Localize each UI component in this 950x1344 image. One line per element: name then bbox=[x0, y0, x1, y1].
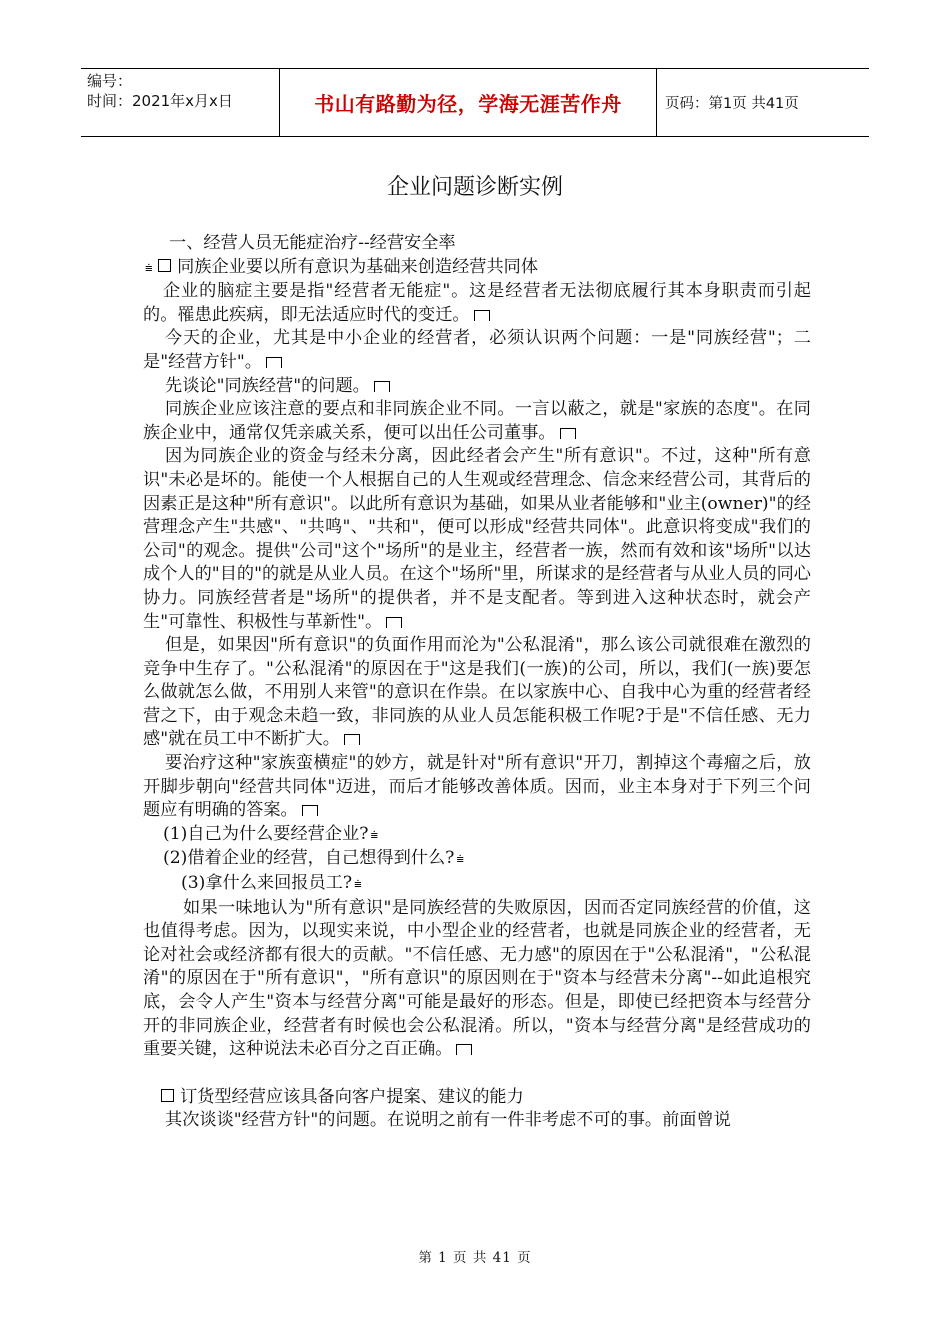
checkbox-icon bbox=[161, 1089, 174, 1102]
return-mark-icon bbox=[456, 1044, 472, 1055]
paragraph-mark-icon: ⩧ bbox=[456, 852, 464, 868]
return-mark-icon bbox=[386, 617, 402, 628]
paragraph-mark-icon: ⩧ bbox=[370, 827, 379, 843]
return-mark-icon bbox=[560, 428, 576, 439]
paragraph-mark-icon: ⩧ bbox=[145, 260, 153, 276]
return-mark-icon bbox=[344, 734, 360, 745]
return-mark-icon bbox=[266, 357, 282, 368]
page-footer: 第 1 页 共 41 页 bbox=[418, 1250, 532, 1266]
subheading: ⩧ 同族企业要以所有意识为基础来创造经营共同体 bbox=[145, 256, 539, 277]
paragraph-mark-icon: ⩧ bbox=[354, 877, 362, 893]
checkbox-icon bbox=[158, 259, 171, 272]
paragraph: 今天的企业，尤其是中小企业的经营者，必须认识两个问题：一是"同族经营"；二是"经营方针"。 bbox=[143, 328, 811, 372]
list-item: (1)自己为什么要经营企业? ⩧ bbox=[163, 823, 379, 844]
list-item: (3)拿什么来回报员工? ⩧ bbox=[181, 873, 362, 894]
subheading: 订货型经营应该具备向客户提案、建议的能力 bbox=[143, 1086, 811, 1110]
document-title: 企业问题诊断实例 bbox=[386, 175, 563, 200]
header-page-info: 页码：第1页 共41页 bbox=[665, 96, 799, 112]
paragraph: 其次谈谈"经营方针"的问题。在说明之前有一件非考虑不可的事。前面曾说 bbox=[165, 1110, 731, 1131]
paragraph: 同族企业应该注意的要点和非同族企业不同。一言以蔽之，就是"家族的态度"。在同族企业中，通常仅凭亲戚关系，便可以出任公司董事。 bbox=[143, 399, 811, 443]
paragraph: 先谈论"同族经营"的问题。 bbox=[143, 375, 811, 399]
header-number-label: 编号： bbox=[87, 72, 133, 90]
return-mark-icon bbox=[474, 310, 490, 321]
list-item: (2)借着企业的经营，自己想得到什么? ⩧ bbox=[163, 848, 464, 869]
header-motto: 书山有路勤为径，学海无涯苦作舟 bbox=[280, 69, 657, 136]
document-body bbox=[143, 232, 811, 1133]
header-date: 时间：2021年x月x日 bbox=[87, 92, 233, 110]
paragraph: 因为同族企业的资金与经未分离，因此经者会产生"所有意识"。不过，这种"所有意识"未必是坏的。能使一个人根据自己的人生观或经营理念、信念来经营公司，其背后的因素正是这种"所有意识"。以此所有意识为基础，如果从业者能够和"业主(owner)"的经营理念产生"共感"、"共鸣"、"共和"，便可以形成"经营共同体"。此意识将变成"我们的公司"的观念。提供"公司"这个"场所"的是业主，经营者一族，然而有效和该"场所"以达成个人的"目的"的就是从业人员。在这个"场所"里，所谋求的是经营者与从业人员的同心协力。同族经营者是"场所"的提供者，并不是支配者。等到进入这种状态时，就会产生"可靠性、积极性与革新性"。 bbox=[143, 446, 811, 632]
section-heading: 一、经营人员无能症治疗--经营安全率 bbox=[169, 233, 456, 253]
header-meta bbox=[81, 69, 280, 136]
return-mark-icon bbox=[302, 805, 318, 816]
paragraph: 但是，如果因"所有意识"的负面作用而沦为"公私混淆"，那么该公司就很难在激烈的竞争中生存了。"公私混淆"的原因在于"这是我们(一族)的公司，所以，我们(一族)要怎么做就怎么做，不用别人来管"的意识在作祟。在以家族中心、自我中心为重的经营者经营之下，由于观念未趋一致，非同族的从业人员怎能积极工作呢?于是"不信任感、无力感"就在员工中不断扩大。 bbox=[143, 635, 811, 750]
paragraph: 企业的脑症主要是指"经营者无能症"。这是经营者无法彻底履行其本身职责而引起的。罹患此疾病，即无法适应时代的变迁。 bbox=[143, 281, 811, 325]
return-mark-icon bbox=[374, 381, 390, 392]
page-header bbox=[81, 68, 869, 137]
paragraph: 要治疗这种"家族蛮横症"的妙方，就是针对"所有意识"开刀，割掉这个毒瘤之后，放开脚步朝向"经营共同体"迈进，而后才能够改善体质。因而，业主本身对于下列三个问题应有明确的答案。 bbox=[143, 753, 811, 821]
paragraph: 如果一味地认为"所有意识"是同族经营的失败原因，因而否定同族经营的价值，这也值得考虑。因为，以现实来说，中小型企业的经营者，也就是同族企业的经营者，无论对社会或经济都有很大的贡献。"不信任感、无力感"的原因在于"公私混淆"，"公私混淆"的原因在于"所有意识"，"所有意识"的原因则在于"资本与经营未分离"--如此追根究底，会令人产生"资本与经营分离"可能是最好的形态。但是，即使已经把资本与经营分开的非同族企业，经营者有时候也会公私混淆。所以，"资本与经营分离"是经营成功的重要关键，这种说法未必百分之百正确。 bbox=[143, 897, 811, 1060]
